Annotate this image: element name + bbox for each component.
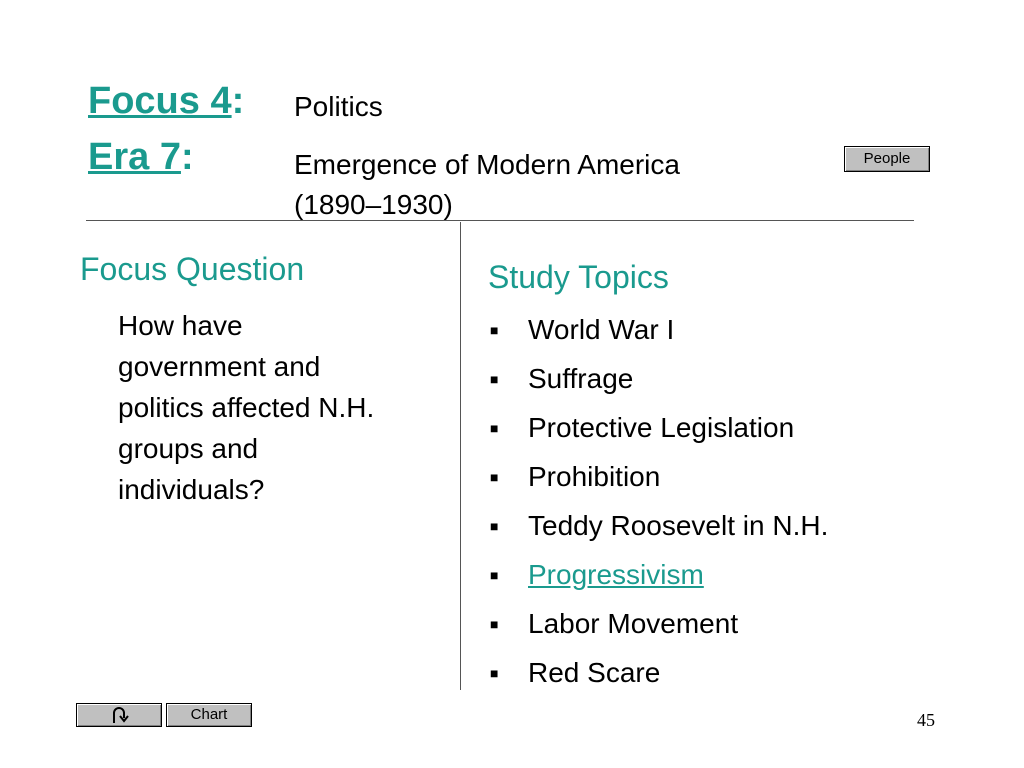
topic-label: Red Scare <box>528 657 661 688</box>
bullet-icon: ■ <box>490 567 499 583</box>
topic-label: Prohibition <box>528 461 661 492</box>
era-colon: : <box>180 136 194 178</box>
focus-link[interactable]: Focus 4 <box>88 80 232 122</box>
era-value-line2: (1890–1930) <box>294 189 453 220</box>
era-value <box>294 145 680 225</box>
bullet-icon: ■ <box>490 322 499 338</box>
column-divider <box>460 222 461 690</box>
era-header <box>88 136 194 179</box>
list-item <box>490 412 828 461</box>
bullet-icon: ■ <box>490 469 499 485</box>
focus-value: Politics <box>294 91 383 122</box>
chart-button[interactable]: Chart <box>166 703 252 727</box>
bullet-icon: ■ <box>490 518 499 534</box>
list-item <box>490 363 828 412</box>
bullet-icon: ■ <box>490 616 499 632</box>
u-turn-icon <box>108 705 130 725</box>
people-button[interactable]: People <box>844 146 930 172</box>
topic-label: Protective Legislation <box>528 412 795 443</box>
list-item <box>490 461 828 510</box>
list-item <box>490 314 828 363</box>
focus-question-text <box>118 305 374 510</box>
topic-label: World War I <box>528 314 675 345</box>
focus-header <box>88 80 244 123</box>
focus-question-title: Focus Question <box>80 251 305 287</box>
bullet-icon: ■ <box>490 371 499 387</box>
progressivism-link[interactable]: Progressivism <box>528 559 704 590</box>
topic-label: Suffrage <box>528 363 634 394</box>
list-item <box>490 657 828 706</box>
focus-colon: : <box>231 80 245 122</box>
header-divider <box>86 220 914 221</box>
study-topics-list <box>490 314 828 706</box>
question-line: individuals? <box>118 474 265 505</box>
list-item <box>490 608 828 657</box>
question-line: groups and <box>118 433 259 464</box>
study-topics-title: Study Topics <box>488 259 669 295</box>
question-line: How have <box>118 310 243 341</box>
era-value-line1: Emergence of Modern America <box>294 149 680 180</box>
question-line: government and <box>118 351 321 382</box>
list-item[interactable] <box>490 559 828 608</box>
bullet-icon: ■ <box>490 420 499 436</box>
topic-label: Teddy Roosevelt in N.H. <box>528 510 829 541</box>
bullet-icon: ■ <box>490 665 499 681</box>
question-line: politics affected N.H. <box>118 392 375 423</box>
era-link[interactable]: Era 7 <box>88 136 181 178</box>
list-item <box>490 510 828 559</box>
back-button[interactable] <box>76 703 162 727</box>
page-number: 45 <box>917 710 935 730</box>
topic-label: Labor Movement <box>528 608 739 639</box>
